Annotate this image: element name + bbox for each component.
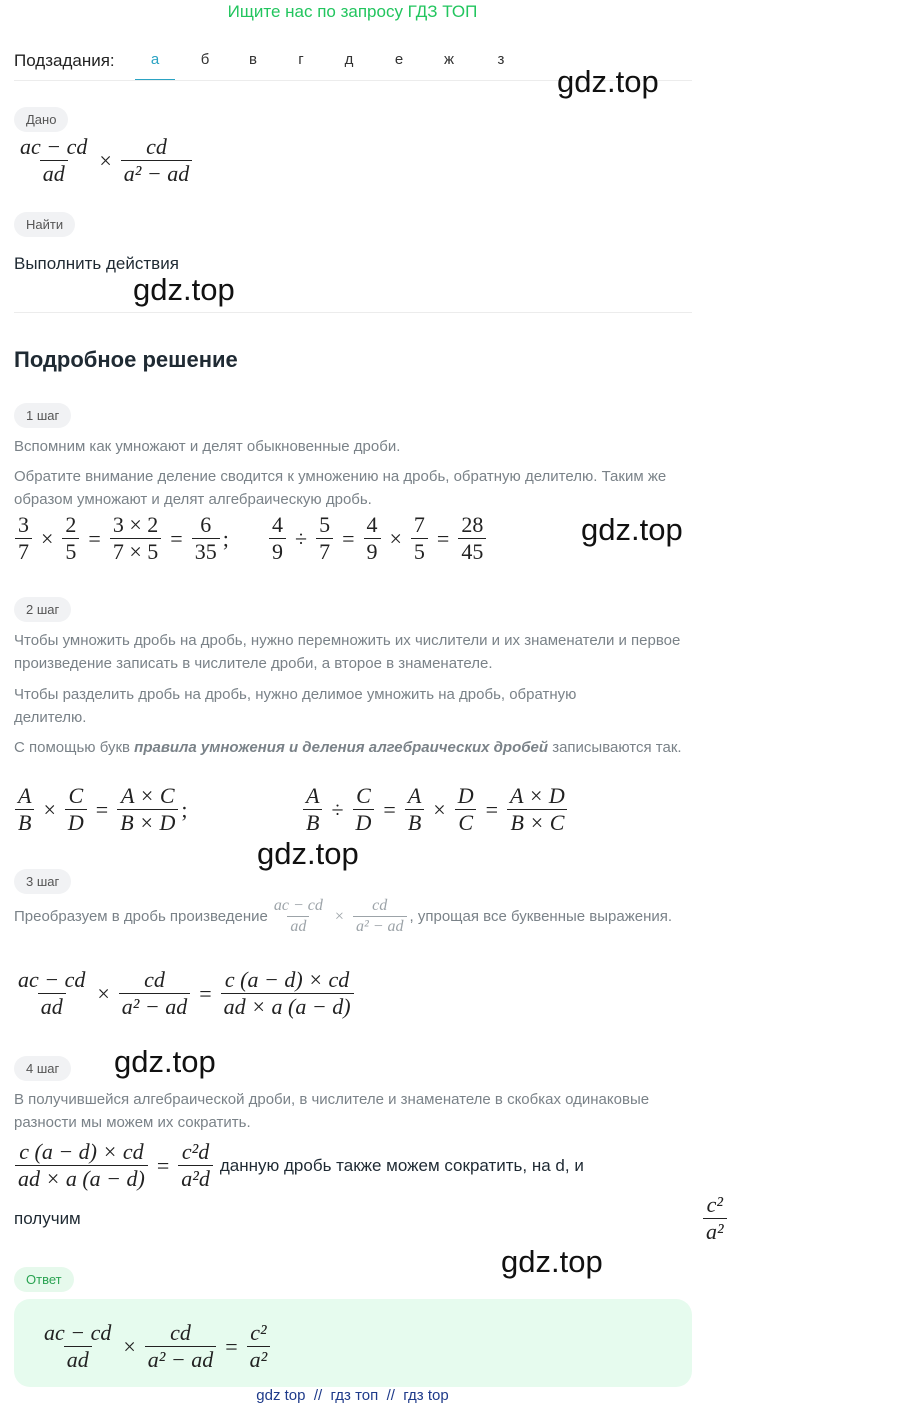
frac-denominator: a² − ad (145, 1346, 216, 1373)
frac-numerator: A (407, 783, 422, 808)
frac-numerator: A × D (510, 783, 565, 808)
frac-numerator: 28 (461, 512, 484, 537)
frac-numerator: 4 (366, 512, 378, 537)
frac-numerator: ac − cd (44, 1320, 112, 1345)
frac-numerator: C (356, 783, 371, 808)
frac-denominator: a² − ad (121, 160, 192, 187)
frac-denominator: B (303, 809, 322, 836)
tab-g[interactable]: г (298, 51, 304, 68)
rule-prefix: С помощью букв (14, 739, 135, 756)
watermark: gdz.top (501, 1244, 603, 1279)
step1-formula-divide: $\frac{4}{9}$ ÷ $\frac{5}{7}$ = $\frac{4}{9}$ × $\frac{7}{5}$ = $\frac{28}{45}$ (266, 512, 489, 565)
tab-zh[interactable]: ж (443, 51, 455, 68)
answer-formula: $\frac{ac - cd}{ad}$ × $\frac{cd}{\text{a² − ad}}$ = $\frac{\text{c²}}{\text{a²}}$ (38, 1320, 273, 1373)
frac-denominator: a² (703, 1218, 727, 1245)
subtask-tabs (135, 49, 525, 81)
step-badge: 4 шаг (14, 1056, 71, 1081)
times-sign: × (334, 908, 344, 925)
given-badge: Дано (14, 107, 68, 132)
tab-v[interactable]: в (249, 51, 257, 68)
tab-z[interactable]: з (497, 51, 505, 68)
step-rule-paragraph (14, 736, 694, 759)
footer-links[interactable]: gdz top // гдз топ // гдз top (256, 1387, 449, 1404)
frac-numerator: 5 (319, 512, 331, 537)
frac-numerator: cd (372, 897, 388, 914)
frac-denominator: D (353, 809, 375, 836)
step-paragraph: Чтобы разделить дробь на дробь, нужно делимое умножить на дробь, обратную делителю. (14, 686, 577, 726)
promo-text: Ищите нас по запросу ГДЗ ТОП (227, 2, 478, 21)
step3-text-before: Преобразуем в дробь произведение (14, 908, 268, 925)
watermark: gdz.top (557, 64, 659, 99)
frac-numerator: c (a − d) × cd (224, 967, 350, 992)
frac-denominator: ad (287, 916, 309, 937)
frac-denominator: B × D (117, 809, 178, 836)
step-paragraph: Чтобы умножить дробь на дробь, нужно перемножить их числители и их знаменатели и первое произведение записать в числителе дроби, а второе в знаменателе. (14, 632, 681, 672)
frac-denominator: B (15, 809, 34, 836)
frac-numerator: c² (250, 1320, 267, 1345)
frac-denominator: 9 (364, 538, 381, 565)
given-expression (14, 134, 195, 187)
frac-numerator: 3 × 2 (112, 512, 159, 537)
frac-denominator: 5 (62, 538, 79, 565)
step-badge: 1 шаг (14, 403, 71, 428)
frac-numerator: C (68, 783, 84, 808)
step4-after-text: данную дробь также можем сократить, на d, и (219, 1156, 584, 1175)
frac-numerator: 3 (18, 512, 29, 537)
frac-denominator: B × C (507, 809, 567, 836)
frac-numerator: cd (170, 1320, 191, 1345)
frac-denominator: ad (40, 160, 68, 187)
times-sign: × (99, 147, 112, 173)
step3-text-after: , упрощая все буквенные выражения. (409, 908, 673, 925)
find-text: Выполнить действия (14, 254, 179, 273)
subtasks-label: Подзадания: (14, 51, 115, 70)
frac-denominator: a² − ad (119, 993, 190, 1020)
watermark: gdz.top (114, 1044, 216, 1079)
frac-numerator: cd (144, 967, 165, 992)
step4-final (14, 1192, 730, 1245)
step2-formula-multiply: $\frac{A}{B}$ × $\frac{C}{D}$ = $\frac{A \times C}{B \times D}$ ; (12, 783, 187, 836)
tab-b[interactable]: б (200, 51, 210, 68)
frac-numerator: A (18, 783, 32, 808)
frac-denominator: C (455, 809, 476, 836)
step-badge: 3 шаг (14, 869, 71, 894)
find-badge: Найти (14, 212, 75, 237)
frac-numerator: 7 (413, 512, 425, 537)
frac-denominator: 5 (411, 538, 428, 565)
step-paragraph: Вспомним как умножают и делят обыкновенные дроби. (14, 438, 401, 455)
rule-suffix: записываются так. (548, 739, 682, 756)
section-divider (14, 312, 692, 313)
frac-denominator: 9 (269, 538, 286, 565)
frac-denominator: a² (247, 1346, 271, 1373)
step2-formula-divide: $\frac{A}{B}$ ÷ $\frac{C}{D}$ = $\frac{A}{B}$ × $\frac{D}{C}$ = $\frac{A \times D}{B \times C}$ (300, 783, 571, 836)
step-paragraph: В получившейся алгебраической дроби, в числителе и знаменателе в скобках одинаковые разности мы можем их сократить. (14, 1091, 650, 1131)
inline-expression (268, 896, 410, 937)
watermark: gdz.top (133, 272, 235, 307)
frac-denominator: 7 × 5 (110, 538, 161, 565)
frac-denominator: ad × a (a − d) (15, 1165, 148, 1192)
frac-numerator: 2 (65, 512, 77, 537)
frac-numerator: c²d (181, 1139, 210, 1164)
frac-numerator: ac − cd (20, 134, 88, 159)
frac-numerator: D (457, 783, 474, 808)
frac-denominator: D (65, 809, 87, 836)
frac-denominator: a² − ad (353, 916, 407, 937)
frac-numerator: ac − cd (18, 967, 86, 992)
frac-denominator: ad × a (a − d) (221, 993, 354, 1020)
rule-emphasis: правила умножения и деления алгебраических дробей (134, 739, 549, 756)
answer-badge: Ответ (14, 1267, 74, 1292)
tab-d[interactable]: д (344, 51, 354, 68)
frac-numerator: 4 (272, 512, 283, 537)
tab-e[interactable]: е (394, 51, 404, 68)
step3-formula: $\frac{ac - cd}{ad}$ × $\frac{cd}{\text{a² − ad}}$ = $\frac{c (a - d) \times cd}{ad \times a (a - d)}$ (12, 967, 357, 1020)
frac-denominator: 7 (316, 538, 333, 565)
watermark: gdz.top (581, 512, 683, 547)
frac-numerator: A × C (120, 783, 175, 808)
frac-denominator: ad (38, 993, 66, 1020)
frac-denominator: 7 (15, 538, 32, 565)
step3-paragraph (14, 896, 694, 937)
frac-denominator: a²d (178, 1165, 213, 1192)
frac-denominator: 45 (458, 538, 486, 565)
frac-numerator: cd (146, 134, 167, 159)
solution-title: Подробное решение (14, 347, 238, 372)
watermark: gdz.top (257, 836, 359, 871)
frac-denominator: 35 (192, 538, 220, 565)
tab-a[interactable]: а (135, 49, 175, 81)
step1-formula-multiply: $\frac{3}{7}$ × $\frac{2}{5}$ = $\frac{3 \times 2}{7 \times 5}$ = $\frac{6}{35}$ ; (12, 512, 229, 565)
step4-formula: $\frac{c (a - d) \times cd}{ad \times a (a - d)}$ = $\frac{\text{c²d}}{\text{a²d}}$ данную дробь также можем сократить, на d, и (12, 1139, 900, 1192)
frac-numerator: c² (706, 1192, 723, 1217)
frac-numerator: c (a − d) × cd (19, 1139, 144, 1164)
frac-numerator: ac − cd (273, 897, 323, 914)
frac-denominator: ad (64, 1346, 92, 1373)
step-badge: 2 шаг (14, 597, 71, 622)
step-paragraph: Обратите внимание деление сводится к умножению на дробь, обратную делителю. Таким же образом умножают и делят алгебраическую дробь. (14, 468, 667, 508)
frac-numerator: A (306, 783, 320, 808)
frac-denominator: B (405, 809, 424, 836)
frac-numerator: 6 (200, 512, 212, 537)
step4-got-text: получим (14, 1209, 81, 1228)
